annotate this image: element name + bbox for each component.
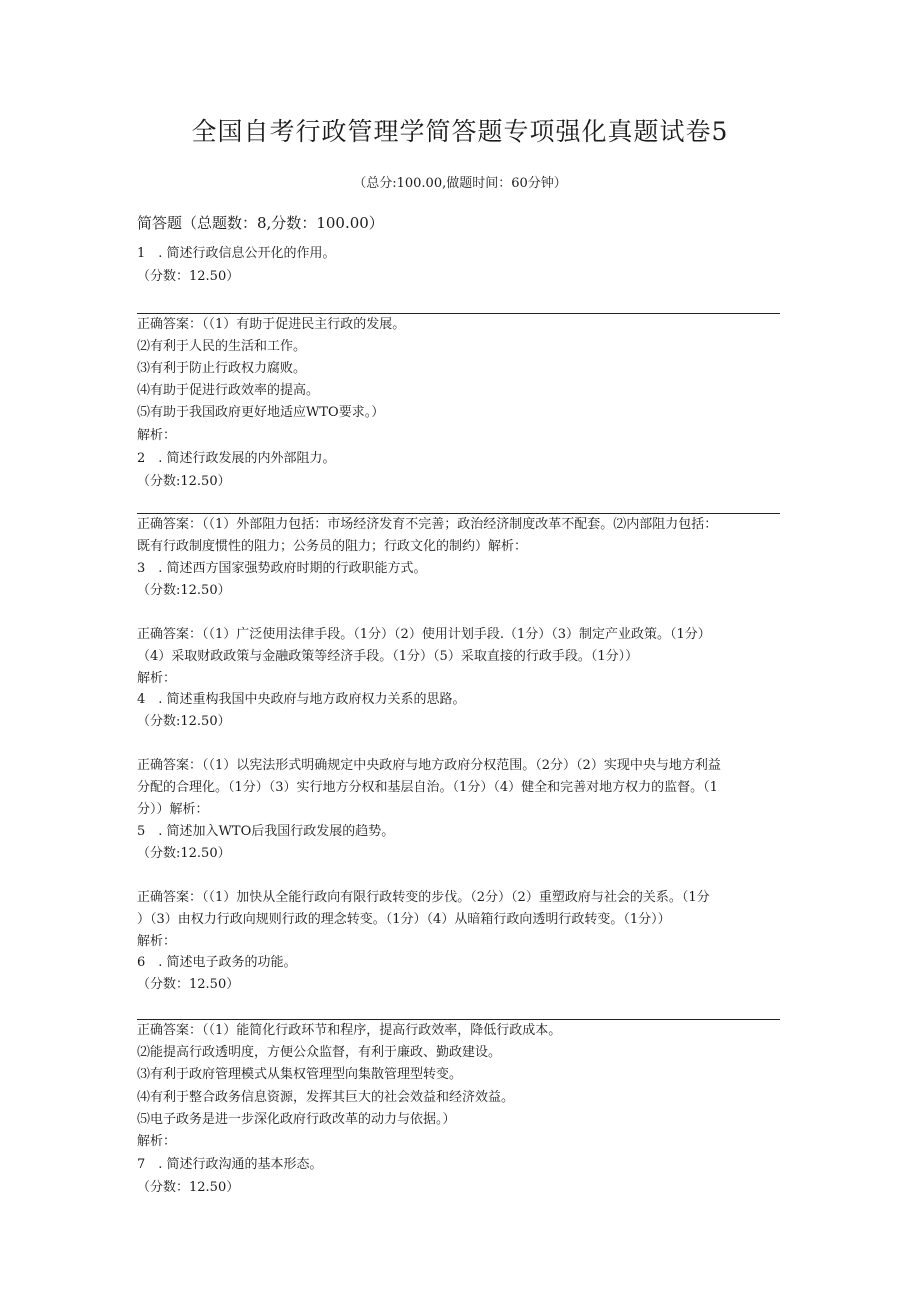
answer-line: ⑸电子政务是进一步深化政府行政改革的动力与依据。） [137,1112,456,1127]
question-2-score: （分数:12.50） [137,474,231,489]
question-2: 2 . 简述行政发展的内外部阻力。 [137,451,336,466]
answer-line: ⑵能提高行政透明度，方便公众监督，有利于廉政、勤政建设。 [137,1045,502,1060]
answer-line: 正确答案：（（1）有助于促进民主行政的发展。 [137,317,406,332]
answer-line: 正确答案：（（1）以宪法形式明确规定中央政府与地方政府分权范围。（2分）（2）实现中央与地方利益 [137,758,721,773]
analysis-label: 解析： [137,671,177,686]
answer-divider [137,313,780,314]
page-title: 全国自考行政管理学简答题专项强化真题试卷5 [191,117,729,146]
analysis-label: 解析： [137,428,177,443]
question-5: 5 . 简述加入WTO后我国行政发展的趋势。 [137,824,395,839]
answer-line: ⑸有助于我国政府更好地适应WTO要求。） [137,405,385,420]
question-6-score: （分数：12.50） [137,977,240,992]
answer-line: 正确答案：（（1）加快从全能行政向有限行政转变的步伐。（2分）（2）重塑政府与社会的关系。（1分 [137,890,710,905]
answer-divider [137,513,780,514]
question-5-score: （分数:12.50） [137,846,231,861]
answer-line: 分配的合理化。（1分）（3）实行地方分权和基层自治。（1分）（4）健全和完善对地方权力的监督。（1 [137,780,718,795]
question-3-score: （分数:12.50） [137,583,231,598]
analysis-label: 解析： [137,934,177,949]
answer-line: ⑵有利于人民的生活和工作。 [137,339,307,354]
answer-line: 正确答案：（（1）广泛使用法律手段。（1分）（2）使用计划手段.（1分）（3）制定产业政策。（1分） [137,627,711,642]
exam-info: （总分:100.00,做题时间：60分钟） [353,176,567,191]
answer-line: （4）采取财政政策与金融政策等经济手段。（1分）（5）采取直接的行政手段。（1分）） [137,649,639,664]
answer-line: ⑷有利于整合政务信息资源，发挥其巨大的社会效益和经济效益。 [137,1090,515,1105]
question-6: 6 . 简述电子政务的功能。 [137,955,297,970]
answer-line: 正确答案：（（1）外部阻力包括：市场经济发育不完善；政治经济制度改革不配套。⑵内部阻力包括： [137,517,718,532]
analysis-label: 解析： [137,1134,177,1149]
answer-line: ⑶有利于政府管理模式从集权管理型向集散管理型转变。 [137,1067,463,1082]
question-4: 4 . 简述重构我国中央政府与地方政府权力关系的思路。 [137,692,466,707]
section-heading: 简答题（总题数：8,分数：100.00） [137,214,384,232]
answer-line: ）（3）由权力行政向规则行政的理念转变。（1分）（4）从暗箱行政向透明行政转变。（1分）） [137,912,671,927]
answer-line: ⑶有利于防止行政权力腐败。 [137,361,307,376]
question-4-score: （分数:12.50） [137,714,231,729]
question-7-score: （分数：12.50） [137,1180,240,1195]
question-1: 1 . 简述行政信息公开化的作用。 [137,246,336,261]
answer-line: 分））解析： [137,802,209,817]
question-1-score: （分数：12.50） [137,269,240,284]
answer-line: 既有行政制度惯性的阻力；公务员的阻力；行政文化的制约）解析： [137,539,528,554]
question-7: 7 . 简述行政沟通的基本形态。 [137,1157,323,1172]
question-3: 3 . 简述西方国家强势政府时期的行政职能方式。 [137,561,427,576]
answer-line: 正确答案：（（1）能简化行政环节和程序，提高行政效率，降低行政成本。 [137,1023,562,1038]
answer-line: ⑷有助于促进行政效率的提高。 [137,383,320,398]
answer-divider [137,1019,780,1020]
